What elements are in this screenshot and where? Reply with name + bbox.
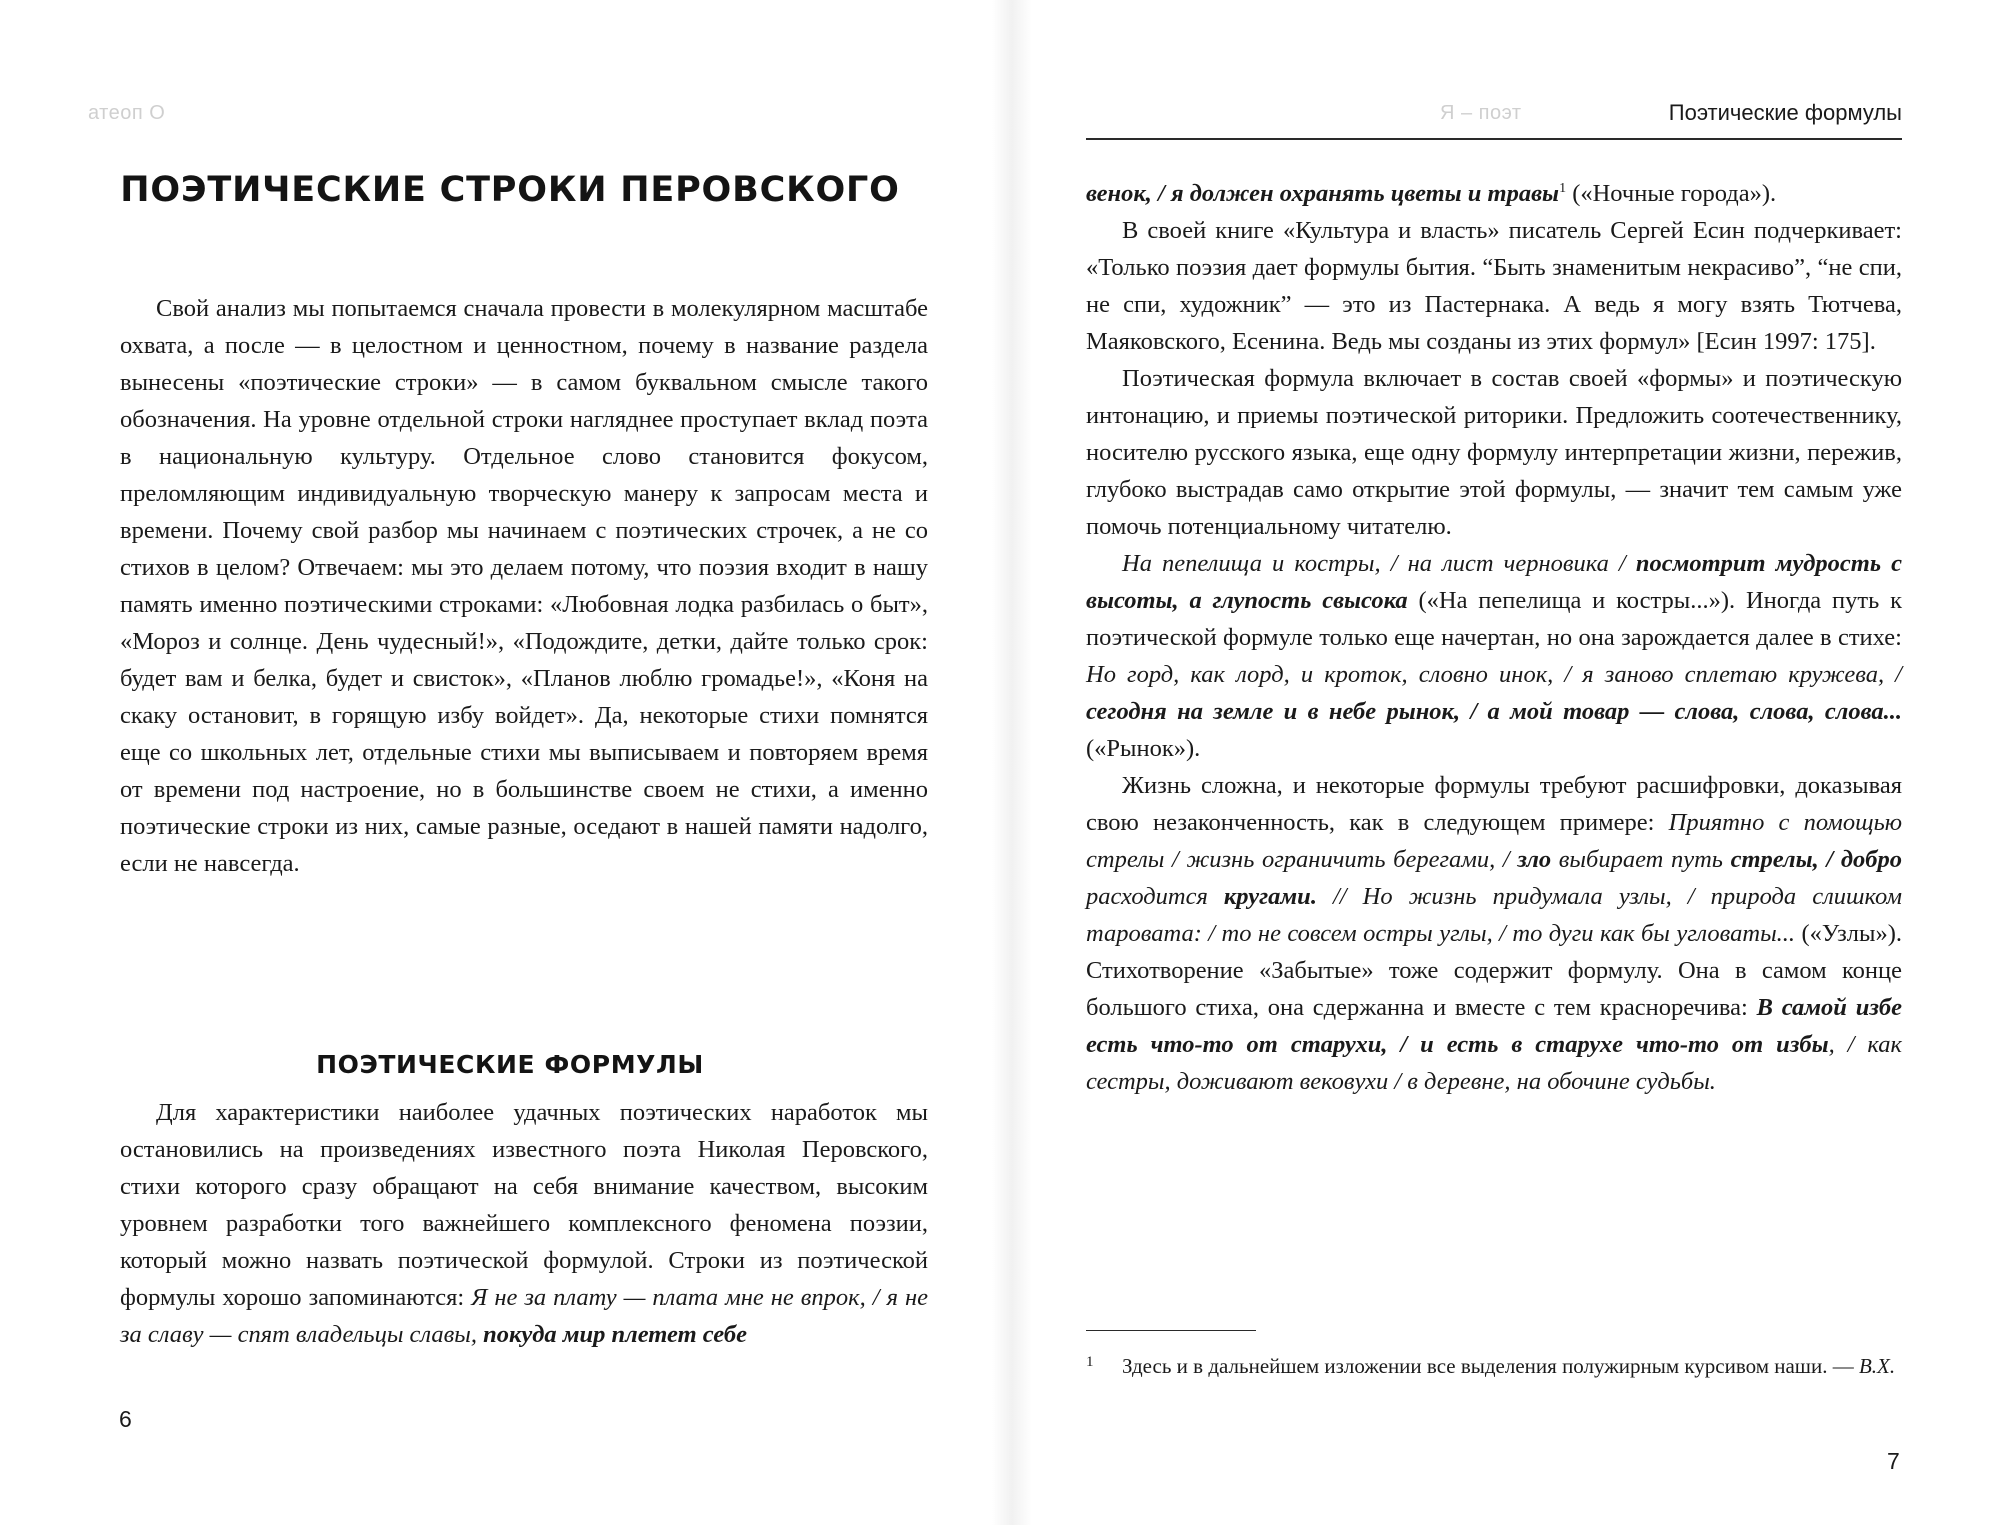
intro-paragraph: Свой анализ мы попытаемся сначала провести в молекулярном масштабе охвата, а после — в целостном и ценностном, почему в название раздела вынесены «поэтические строки» — в самом буквальном смысле такого обозначения. На уровне отдельной строки нагляднее проступает вклад поэта в национальную культуру. Отдельное слово становится фокусом, преломляющим индивидуальную творческую манеру к запросам места и времени. Почему свой разбор мы начинаем с поэтических строчек, а не со стихов в целом? Отвечаем: мы это делаем потому, что поэзия входит в нашу память именно поэтическими строками: «Любовная лодка разбилась о быт», «Мороз и солнце. День чудесный!», «Подождите, детки, дайте только срок: будет вам и белка, будет и свисток», «Планов люблю громадье!», «Коня на скаку остановит, в горящую избу войдет». Да, некоторые стихи помнятся еще со школьных лет, отдельные стихи мы выписываем и повторяем время от времени под настроение, но в большинстве своем не стихи, а именно поэтические строки из них, самые разные, оседают в нашей памяти надолго, если не навсегда.	[120, 295, 928, 877]
footnote-body: Здесь и в дальнейшем изложении все выделения полужирным курсивом наши. —	[1122, 1354, 1859, 1378]
left-body-text-2	[120, 1094, 928, 1353]
life-paragraph	[1086, 767, 1902, 1100]
poem-quote-bold: посмотрит мудрость с высоты, а глупость свысока	[1086, 550, 1902, 614]
poem-quote-italic: На пепелища и костры, / на лист черновика /	[1122, 550, 1636, 577]
footnote-divider	[1086, 1330, 1256, 1331]
running-head: Поэтические формулы	[1086, 98, 1902, 140]
footnote-reference: 1	[1559, 181, 1567, 196]
bleed-through-text: Я – поэт	[1440, 102, 1522, 124]
subsection-title: ПОЭТИЧЕСКИЕ ФОРМУЛЫ	[316, 1050, 704, 1079]
poem-quote-bold: сегодня на земле и в небе рынок, / а мой товар — слова, слова, слова...	[1086, 698, 1902, 725]
ashes-paragraph	[1086, 545, 1902, 767]
right-page	[1000, 0, 2000, 1525]
paragraph-text: («Узлы»). Стихотворение «Забытые» тоже содержит формулу. Она в самом конце большого стиха, она сдержанна и вместе с тем красноречива:	[1086, 920, 1902, 1021]
poem-quote-bold: покуда мир плетет себе	[483, 1321, 747, 1348]
paragraph-text: Для характеристики наиболее удачных поэтических наработок мы остановились на произведениях известного поэта Николая Перовского, стихи которого сразу обращают на себя внимание качеством, высоким уровнем разработки того важнейшего комплексного феномена поэзии, который можно назвать поэтической формулой. Строки из поэтической формулы хорошо запоминаются:	[120, 1099, 928, 1311]
right-body-text	[1086, 175, 1902, 1100]
poem-quote-italic: Но горд, как лорд, и кроток, словно инок, / я заново сплетаю кружева, /	[1086, 661, 1902, 688]
poem-quote-bold: венок, / я должен охранять цветы и травы	[1086, 180, 1560, 207]
paragraph-text: («На пепелища и костры...»). Иногда путь к поэтической формуле только еще начертан, но она зарождается далее в стихе:	[1086, 587, 1902, 651]
poem-quote-italic: , / как сестры, доживают вековухи / в деревне, на обочине судьбы.	[1086, 1031, 1902, 1095]
footnote-author: В.Х.	[1858, 1354, 1896, 1378]
esin-paragraph: В своей книге «Культура и власть» писатель Сергей Есин подчеркивает: «Только поэзия дает формулы бытия. “Быть знаменитым некрасиво”, “не спи, не спи, художник” — это из Пастернака. А ведь я могу взять Тютчева, Маяковского, Есенина. Ведь мы созданы из этих формул» [Есин 1997: 175].	[1086, 217, 1902, 355]
poem-quote-italic: выбирает путь	[1551, 846, 1731, 873]
poem-quote-italic: расходится	[1086, 883, 1224, 910]
poem-quote-bold: кругами.	[1223, 883, 1317, 910]
left-body-text	[120, 290, 928, 882]
page-number-left: 6	[119, 1406, 132, 1432]
paragraph-text: Жизнь сложна, и некоторые формулы требуют расшифровки, доказывая свою незаконченность, как в следующем примере:	[1086, 772, 1902, 836]
footnote-mark: 1	[1086, 1354, 1094, 1370]
page-number-right: 7	[1887, 1448, 1900, 1474]
continuation-paragraph	[1086, 175, 1902, 212]
footnote-text	[1086, 1350, 1902, 1382]
formula-paragraph	[120, 1094, 928, 1353]
poem-quote-italic: // Но жизнь придумала узлы, / природа слишком таровата: / то не совсем остры углы, / то дуги как бы угловаты...	[1086, 883, 1902, 947]
poem-quote-italic: Я не за плату — плата мне не впрок, / я не за славу — спят владельцы славы,	[120, 1284, 928, 1348]
footnote	[1086, 1350, 1902, 1382]
formula-definition-paragraph: Поэтическая формула включает в состав своей «формы» и поэтическую интонацию, и приемы поэтической риторики. Предложить соотечественнику, носителю русского языка, еще одну формулу интерпретации жизни, пережив, глубоко выстрадав само открытие этой формулы, — значит тем самым уже помочь потенциальному читателю.	[1086, 365, 1902, 540]
section-title: ПОЭТИЧЕСКИЕ СТРОКИ ПЕРОВСКОГО	[120, 170, 900, 210]
bleed-through-text: атеоп О	[88, 102, 166, 124]
poem-quote-italic: Приятно с помощью стрелы / жизнь ограничить берегами, /	[1086, 809, 1902, 873]
poem-quote-bold: В самой избе есть что-то от старухи, / и есть в старухе что-то от избы	[1086, 994, 1902, 1058]
poem-quote-bold: стрелы, / добро	[1730, 846, 1902, 873]
poem-quote-bold: зло	[1517, 846, 1552, 873]
paragraph-text: («Ночные города»).	[1566, 180, 1777, 207]
paragraph-text: («Рынок»).	[1086, 735, 1201, 762]
